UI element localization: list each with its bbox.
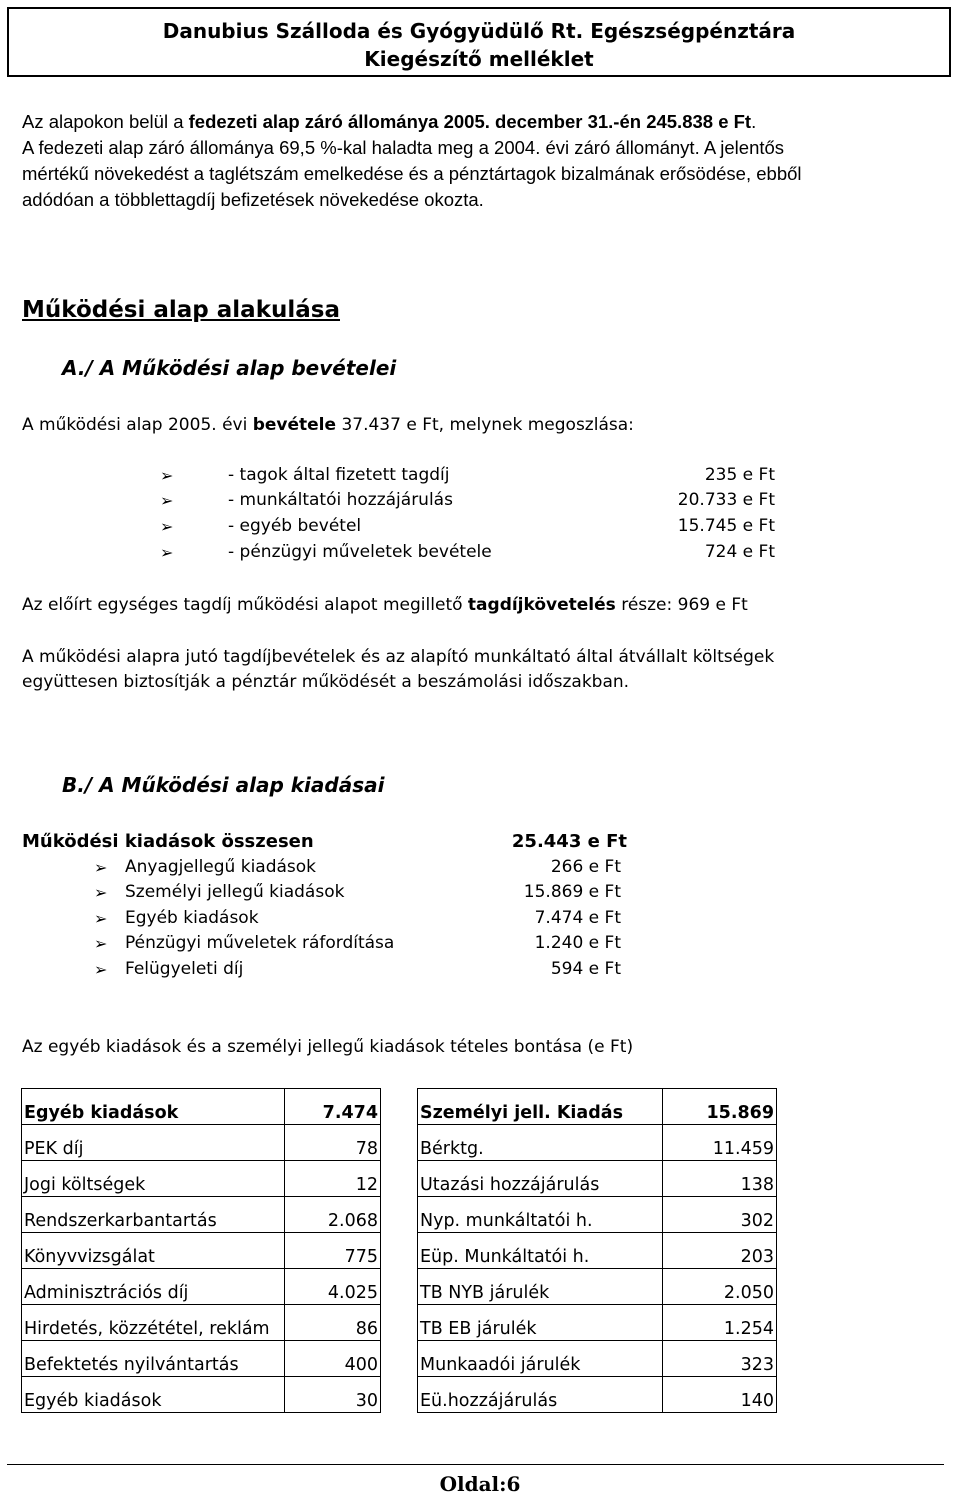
fund-balance-highlight: fedezeti alap záró állománya 2005. december 31.-én 245.838 e Ft <box>188 111 752 132</box>
table-row: Munkaadói járulék 323 <box>418 1341 777 1377</box>
arrow-bullet-icon: ➢ <box>160 491 174 510</box>
list-item: ➢ Pénzügyi műveletek ráfordítása 1.240 e Ft <box>94 931 627 956</box>
table-row: TB NYB járulék 2.050 <box>418 1269 777 1305</box>
table-row: Hirdetés, közzététel, reklám 86 <box>22 1305 381 1341</box>
list-item: ➢ Felügyeleti díj 594 e Ft <box>94 957 627 982</box>
list-item: ➢ Személyi jellegű kiadások 15.869 e Ft <box>94 880 627 905</box>
arrow-bullet-icon: ➢ <box>160 543 174 562</box>
header-subtitle: Kiegészítő melléklet <box>364 47 594 71</box>
coverage-line-1: A működési alapra jutó tagdíjbevételek és az alapító munkáltató által átvállalt költségek <box>22 647 775 667</box>
table-row: Utazási hozzájárulás 138 <box>418 1161 777 1197</box>
table-row: Adminisztrációs díj 4.025 <box>22 1269 381 1305</box>
arrow-bullet-icon: ➢ <box>160 466 174 485</box>
document-header <box>7 7 951 77</box>
personal-expenses-table <box>417 1088 777 1413</box>
other-expenses-table <box>21 1088 381 1413</box>
subsection-b-title: B./ A Működési alap kiadásai <box>62 773 385 797</box>
arrow-bullet-icon: ➢ <box>94 934 108 953</box>
table-row: Eüp. Munkáltatói h. 203 <box>418 1233 777 1269</box>
table-row: Rendszerkarbantartás 2.068 <box>22 1197 381 1233</box>
breakdown-caption: Az egyéb kiadások és a személyi jellegű kiadások tételes bontása (e Ft) <box>22 1037 634 1057</box>
intro-line-3: mértékű növekedést a taglétszám emelkedése és a pénztártagok bizalmának erősödése, ebből <box>22 163 802 184</box>
claim-line: Az előírt egységes tagdíj működési alapot megillető tagdíjkövetelés része: 969 e Ft <box>22 595 748 615</box>
table-row: Eü.hozzájárulás 140 <box>418 1377 777 1413</box>
table-header-row <box>22 1089 381 1125</box>
arrow-bullet-icon: ➢ <box>94 909 108 928</box>
table-row: Befektetés nyilvántartás 400 <box>22 1341 381 1377</box>
table-header-value: 7.474 <box>285 1089 381 1125</box>
table-row: Bérktg. 11.459 <box>418 1125 777 1161</box>
section-title: Működési alap alakulása <box>22 297 340 323</box>
arrow-bullet-icon: ➢ <box>94 960 108 979</box>
table-row: PEK díj 78 <box>22 1125 381 1161</box>
table-header-value: 15.869 <box>663 1089 777 1125</box>
list-item: ➢ - egyéb bevétel 15.745 e Ft <box>160 514 775 539</box>
subsection-a-title: A./ A Működési alap bevételei <box>62 356 397 380</box>
coverage-line-2: együttesen biztosítják a pénztár működését a beszámolási időszakban. <box>22 672 630 692</box>
list-item: ➢ Anyagjellegű kiadások 266 e Ft <box>94 855 627 880</box>
table-row: Egyéb kiadások 30 <box>22 1377 381 1413</box>
coverage-paragraph <box>22 645 940 695</box>
intro-line-4: adódóan a többlettagdíj befizetések növekedése okozta. <box>22 189 484 210</box>
list-item: ➢ - tagok által fizetett tagdíj 235 e Ft <box>160 463 775 488</box>
footer-divider <box>7 1464 944 1465</box>
list-item: ➢ - pénzügyi műveletek bevétele 724 e Ft <box>160 540 775 565</box>
arrow-bullet-icon: ➢ <box>94 858 108 877</box>
intro-line-2: A fedezeti alap záró állománya 69,5 %-kal haladta meg a 2004. évi záró állományt. A jelentős <box>22 137 785 158</box>
table-row: TB EB járulék 1.254 <box>418 1305 777 1341</box>
header-title: Danubius Szálloda és Gyógyüdülő Rt. Egészségpénztára <box>162 19 796 43</box>
table-header-row <box>418 1089 777 1125</box>
intro-paragraph <box>22 109 940 213</box>
page-number: Oldal:6 <box>439 1472 521 1496</box>
table-header-label: Személyi jell. Kiadás <box>418 1089 663 1125</box>
table-row: Könyvvizsgálat 775 <box>22 1233 381 1269</box>
list-item: ➢ - munkáltatói hozzájárulás 20.733 e Ft <box>160 488 775 513</box>
list-item: ➢ Egyéb kiadások 7.474 e Ft <box>94 906 627 931</box>
table-row: Jogi költségek 12 <box>22 1161 381 1197</box>
arrow-bullet-icon: ➢ <box>94 883 108 902</box>
arrow-bullet-icon: ➢ <box>160 517 174 536</box>
table-header-label: Egyéb kiadások <box>22 1089 285 1125</box>
table-row: Nyp. munkáltatói h. 302 <box>418 1197 777 1233</box>
intro-line-1: Az alapokon belül a fedezeti alap záró állománya 2005. december 31.-én 245.838 e Ft. <box>22 111 757 132</box>
revenue-intro: A működési alap 2005. évi bevétele 37.437 e Ft, melynek megoszlása: <box>22 415 634 435</box>
expense-total: Működési kiadások összesen 25.443 e Ft <box>22 831 627 852</box>
